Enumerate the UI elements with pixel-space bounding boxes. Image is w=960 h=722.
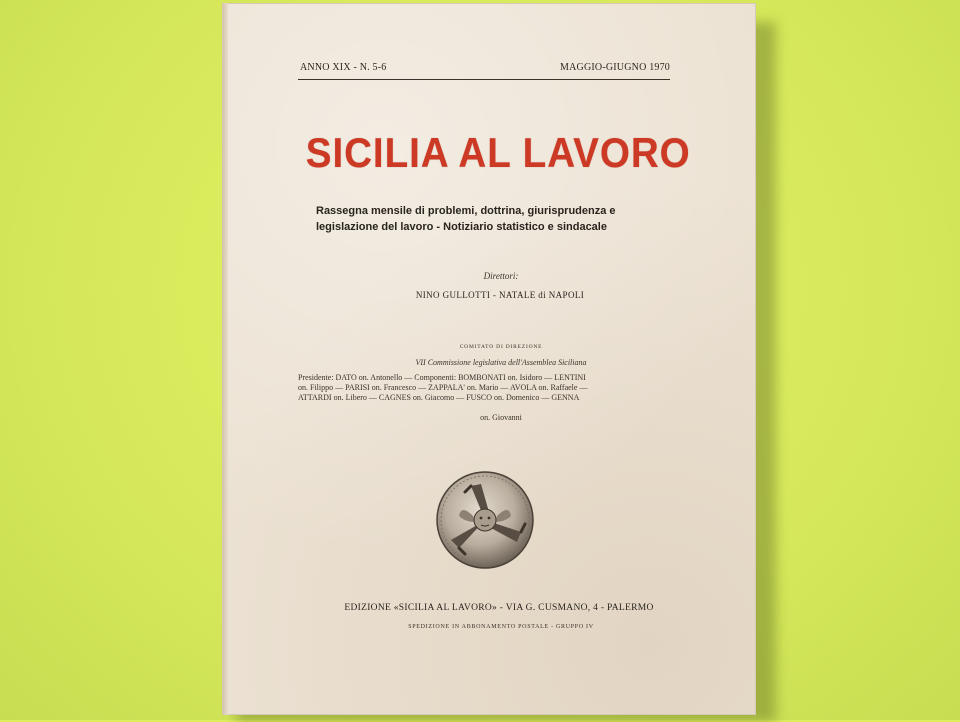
committee-label: COMITATO DI DIREZIONE — [459, 344, 543, 350]
members-line-4: on. Giovanni — [480, 413, 522, 422]
members-line-3: ATTARDI on. Libero — CAGNES on. Giacomo — FUSCO on. Domenico — GENNA — [298, 393, 580, 402]
magazine-subtitle — [316, 203, 676, 235]
magazine-title: SICILIA AL LAVORO — [305, 129, 691, 176]
subtitle-line-2: legislazione del lavoro - Notiziario statistico e sindacale — [316, 221, 607, 233]
postal-line: SPEDIZIONE IN ABBONAMENTO POSTALE - GRUPPO IV — [408, 624, 594, 630]
directors-names: NINO GULLOTTI - NATALE di NAPOLI — [415, 290, 585, 300]
issue-date: MAGGIO-GIUGNO 1970 — [560, 62, 670, 73]
members-line-1: Presidente: DATO on. Antonello — Componenti: BOMBONATI on. Isidoro — LENTINI — [298, 373, 586, 382]
trinacria-medallion-icon — [435, 470, 535, 570]
magazine-cover — [222, 3, 756, 715]
directors-label: Direttori: — [483, 271, 519, 281]
subtitle-line-1: Rassegna mensile di problemi, dottrina, giurisprudenza e — [316, 205, 616, 217]
header-rule — [298, 79, 670, 80]
issue-number: ANNO XIX - N. 5-6 — [300, 62, 387, 73]
members-line-2: on. Filippo — PARISI on. Francesco — ZAPPALA' on. Mario — AVOLA on. Raffaele — — [298, 383, 588, 392]
committee-members — [298, 373, 672, 403]
committee-subtitle: VII Commissione legislativa dell'Assemblea Siciliana — [415, 358, 587, 367]
publisher-line: EDIZIONE «SICILIA AL LAVORO» - VIA G. CUSMANO, 4 - PALERMO — [344, 603, 654, 613]
